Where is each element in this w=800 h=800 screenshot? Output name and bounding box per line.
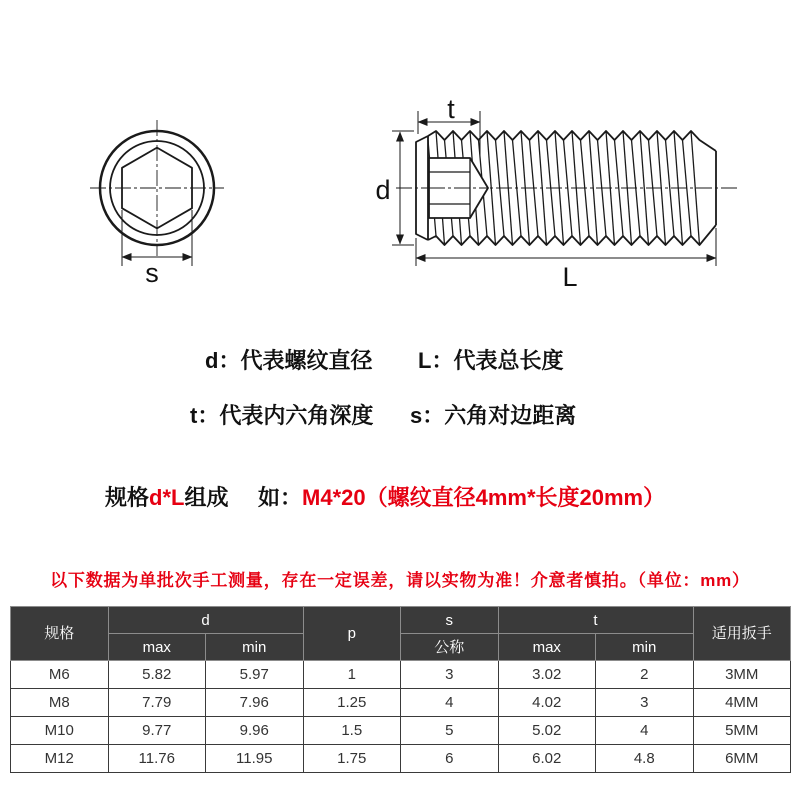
legend-t: t：代表内六角深度 [190, 403, 374, 428]
cell-s-nominal: 4 [401, 689, 499, 717]
header-d: d [108, 607, 303, 634]
cell-t-max: 3.02 [498, 661, 596, 689]
thread-root-line [513, 140, 522, 236]
measurement-notice: 以下数据为单批次手工测量，存在一定误差，请以实物为准！介意者慎拍。（单位：mm） [50, 571, 750, 590]
cell-wrench: 4MM [693, 689, 791, 717]
cell-spec: M6 [11, 661, 109, 689]
header-t-max: max [498, 634, 596, 661]
legend-row-2 [0, 403, 800, 429]
cell-d-min: 9.96 [206, 717, 304, 745]
header-t-min: min [596, 634, 694, 661]
legend-s: s：六角对边距离 [410, 403, 577, 428]
table-row [11, 745, 791, 773]
cell-t-min: 2 [596, 661, 694, 689]
dimension-label-t: t [447, 94, 455, 124]
end-view [90, 120, 224, 288]
header-p: p [303, 607, 401, 661]
cell-t-min: 3 [596, 689, 694, 717]
header-s-nominal: 公称 [401, 634, 499, 661]
cell-t-max: 5.02 [498, 717, 596, 745]
table-row [11, 689, 791, 717]
cell-s-nominal: 3 [401, 661, 499, 689]
technical-drawing [0, 0, 800, 310]
spec-format-suffix: 组成 [184, 485, 229, 510]
dimension-label-d: d [375, 175, 391, 205]
cell-d-max: 11.76 [108, 745, 206, 773]
table-row [11, 717, 791, 745]
thread-root-line [564, 140, 573, 236]
spec-format [105, 485, 228, 511]
spec-example-value: M4*20（螺纹直径4mm*长度20mm） [302, 485, 666, 510]
cell-t-max: 4.02 [498, 689, 596, 717]
cell-spec: M8 [11, 689, 109, 717]
thread-crest-line [538, 131, 547, 245]
cell-d-min: 7.96 [206, 689, 304, 717]
dimension-label-s: s [145, 258, 159, 288]
cell-d-max: 7.79 [108, 689, 206, 717]
cell-d-max: 9.77 [108, 717, 206, 745]
cell-p: 1.75 [303, 745, 401, 773]
cell-d-min: 5.97 [206, 661, 304, 689]
table-header-row-1 [11, 607, 791, 634]
header-t: t [498, 607, 693, 634]
cell-t-min: 4 [596, 717, 694, 745]
spec-format-label: 规格 [105, 485, 150, 510]
table-row [11, 661, 791, 689]
side-view [375, 94, 738, 292]
cell-wrench: 6MM [693, 745, 791, 773]
spec-table [10, 606, 791, 773]
cell-t-max: 6.02 [498, 745, 596, 773]
cell-wrench: 3MM [693, 661, 791, 689]
cell-s-nominal: 5 [401, 717, 499, 745]
cell-d-min: 11.95 [206, 745, 304, 773]
cell-p: 1.25 [303, 689, 401, 717]
spec-format-row [0, 485, 800, 511]
cell-t-min: 4.8 [596, 745, 694, 773]
header-spec: 规格 [11, 607, 109, 661]
header-d-max: max [108, 634, 206, 661]
cell-s-nominal: 6 [401, 745, 499, 773]
table-header-row-2 [11, 634, 791, 661]
header-wrench: 适用扳手 [693, 607, 791, 661]
header-d-min: min [206, 634, 304, 661]
spec-example [258, 485, 665, 511]
cell-spec: M10 [11, 717, 109, 745]
legend-L: L：代表总长度 [418, 348, 564, 373]
legend-d: d：代表螺纹直径 [205, 348, 373, 373]
cell-p: 1.5 [303, 717, 401, 745]
cell-spec: M12 [11, 745, 109, 773]
header-s: s [401, 607, 499, 634]
cell-d-max: 5.82 [108, 661, 206, 689]
cell-p: 1 [303, 661, 401, 689]
spec-example-prefix: 如： [258, 485, 303, 510]
dimension-label-L: L [562, 262, 578, 292]
cell-wrench: 5MM [693, 717, 791, 745]
spec-format-formula: d*L [149, 485, 185, 510]
legend-row-1 [0, 348, 800, 374]
